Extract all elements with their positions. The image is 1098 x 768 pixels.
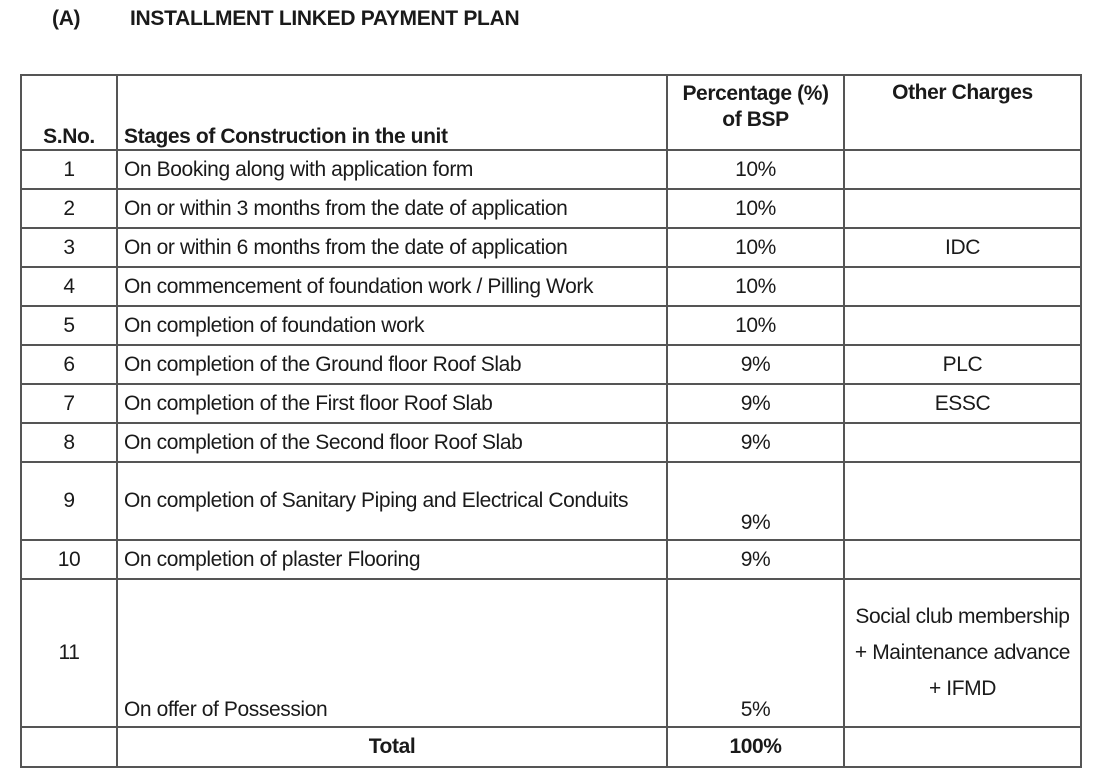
cell-percentage: 10% [667,228,844,267]
cell-percentage: 9% [667,345,844,384]
table-row [21,267,1081,306]
cell-percentage: 10% [667,306,844,345]
cell-sno: 2 [21,189,117,228]
header-percentage-line1: Percentage (%) [682,82,829,105]
cell-other-charges: PLC [844,345,1081,384]
header-other-charges: Other Charges [844,75,1081,150]
cell-percentage: 5% [667,579,844,727]
header-stage: Stages of Construction in the unit [117,75,667,150]
cell-percentage: 9% [667,462,844,540]
plan-title: INSTALLMENT LINKED PAYMENT PLAN [130,7,520,30]
cell-percentage: 10% [667,189,844,228]
cell-stage: On completion of plaster Flooring [117,540,667,579]
cell-percentage: 10% [667,267,844,306]
cell-other-charges [844,306,1081,345]
header-percentage [667,75,844,150]
table-row [21,384,1081,423]
cell-stage: On completion of the First floor Roof Slab [117,384,667,423]
cell-sno: 9 [21,462,117,540]
cell-other-charges [844,540,1081,579]
cell-other-charges [844,462,1081,540]
cell-other-charges [844,150,1081,189]
cell-stage: On completion of foundation work [117,306,667,345]
cell-percentage: 9% [667,423,844,462]
cell-percentage: 9% [667,540,844,579]
cell-sno: 11 [21,579,117,727]
header-sno: S.No. [21,75,117,150]
table-header-row [21,75,1081,150]
cell-other-charges [844,423,1081,462]
cell-sno: 10 [21,540,117,579]
cell-stage: On Booking along with application form [117,150,667,189]
header-percentage-line2: of BSP [722,108,789,131]
table-row [21,540,1081,579]
cell-sno: 4 [21,267,117,306]
cell-stage: On completion of Sanitary Piping and Electrical Conduits [117,462,667,540]
cell-sno: 8 [21,423,117,462]
cell-other-charges [844,267,1081,306]
total-label: Total [117,727,667,767]
table-row [21,228,1081,267]
section-label: (A) [52,7,81,30]
cell-other-charges: Social club membership + Maintenance advance + IFMD [844,579,1081,727]
table-row [21,150,1081,189]
table-row [21,462,1081,540]
cell-stage: On completion of the Ground floor Roof Slab [117,345,667,384]
table-row [21,579,1081,727]
cell-other-charges: ESSC [844,384,1081,423]
cell-other-charges [844,189,1081,228]
cell-sno: 1 [21,150,117,189]
plan-heading [52,6,519,32]
table-row [21,345,1081,384]
cell-other-charges: IDC [844,228,1081,267]
total-other-cell [844,727,1081,767]
cell-sno: 6 [21,345,117,384]
table-row [21,189,1081,228]
cell-stage: On commencement of foundation work / Pilling Work [117,267,667,306]
cell-percentage: 10% [667,150,844,189]
cell-percentage: 9% [667,384,844,423]
cell-stage: On offer of Possession [117,579,667,727]
total-percentage: 100% [667,727,844,767]
table-row [21,306,1081,345]
cell-sno: 3 [21,228,117,267]
total-sno-cell [21,727,117,767]
cell-stage: On completion of the Second floor Roof Slab [117,423,667,462]
cell-stage: On or within 6 months from the date of application [117,228,667,267]
total-row [21,727,1081,767]
cell-stage: On or within 3 months from the date of application [117,189,667,228]
cell-sno: 7 [21,384,117,423]
cell-sno: 5 [21,306,117,345]
payment-plan-table [20,74,1082,768]
table-row [21,423,1081,462]
